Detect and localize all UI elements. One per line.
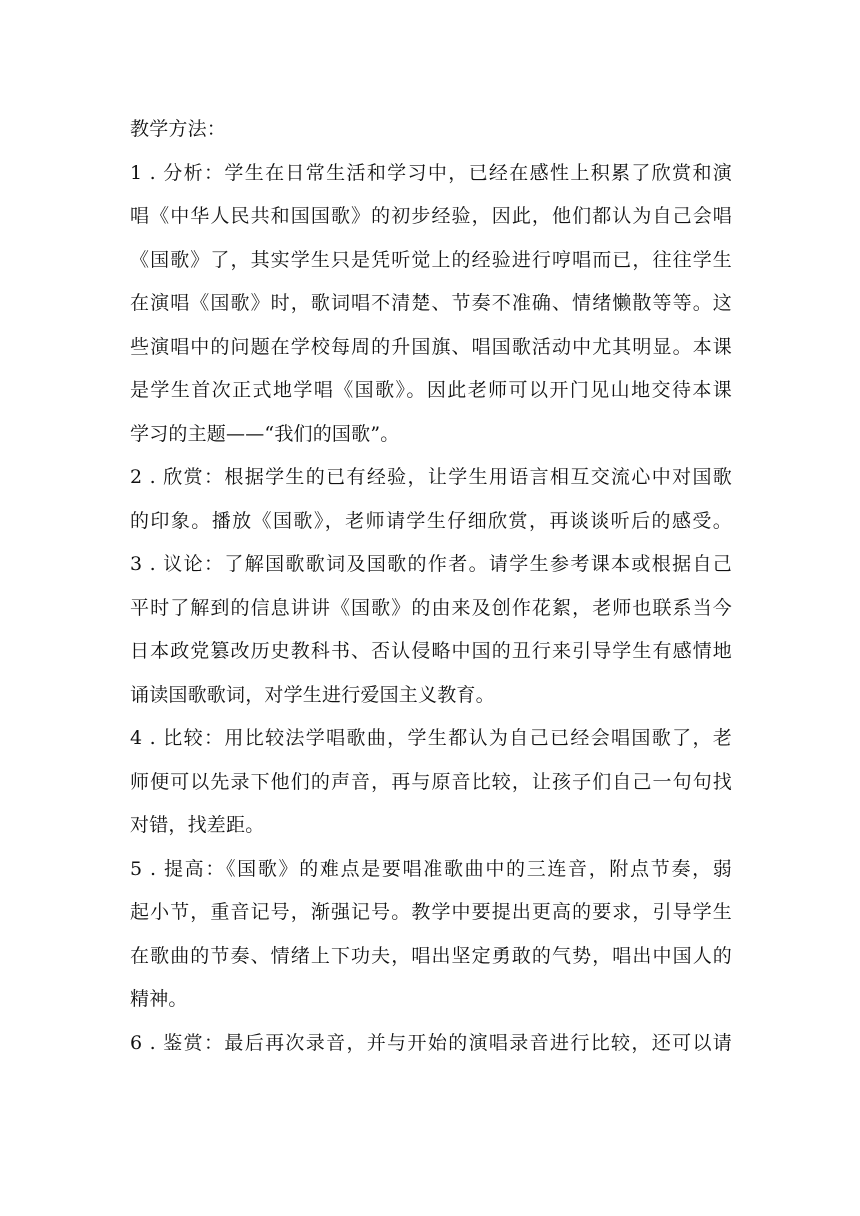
text-line: 日本政党篡改历史教科书、否认侵略中国的丑行来引导学生有感情地 xyxy=(130,640,732,662)
text-line: 是学生首次正式地学唱《国歌》。因此老师可以开门见山地交待本课 xyxy=(130,379,732,401)
text-line: 在演唱《国歌》时，歌词唱不清楚、节奏不准确、情绪懒散等等。这 xyxy=(130,292,732,314)
document-page xyxy=(130,108,732,1065)
text-line: 2 . 欣赏：根据学生的已有经验，让学生用语言相互交流心中对国歌 xyxy=(130,466,732,488)
text-line: 起小节，重音记号，渐强记号。教学中要提出更高的要求，引导学生 xyxy=(130,901,732,923)
text-line: 些演唱中的问题在学校每周的升国旗、唱国歌活动中尤其明显。本课 xyxy=(130,335,732,358)
text-line: 5 . 提高：《国歌》的难点是要唱准歌曲中的三连音，附点节奏，弱 xyxy=(130,857,732,880)
text-line: 6 . 鉴赏：最后再次录音，并与开始的演唱录音进行比较，还可以请 xyxy=(130,1031,732,1054)
text-line: 4 . 比较：用比较法学唱歌曲，学生都认为自己已经会唱国歌了，老 xyxy=(130,727,732,749)
text-line: 在歌曲的节奏、情绪上下功夫，唱出坚定勇敢的气势，唱出中国人的 xyxy=(130,944,732,967)
text-line: 平时了解到的信息讲讲《国歌》的由来及创作花絮，老师也联系当今 xyxy=(130,596,732,619)
text-line: 3 . 议论：了解国歌歌词及国歌的作者。请学生参考课本或根据自己 xyxy=(130,553,732,575)
section-heading: 教学方法： xyxy=(130,118,227,140)
text-line: 对错，找差距。 xyxy=(130,814,265,836)
text-line: 唱《中华人民共和国国歌》的初步经验，因此，他们都认为自己会唱 xyxy=(130,205,732,227)
text-line: 的印象。播放《国歌》，老师请学生仔细欣赏，再谈谈听后的感受。 xyxy=(130,509,732,532)
text-line: 学习的主题——“我们的国歌”。 xyxy=(130,422,400,445)
text-line: 《国歌》了，其实学生只是凭听觉上的经验进行哼唱而已，往往学生 xyxy=(130,248,732,271)
text-line: 诵读国歌歌词，对学生进行爱国主义教育。 xyxy=(130,683,495,706)
text-line: 精神。 xyxy=(130,988,188,1010)
text-line: 师便可以先录下他们的声音，再与原音比较，让孩子们自己一句句找 xyxy=(130,770,732,793)
text-line: 1 . 分析：学生在日常生活和学习中，已经在感性上积累了欣赏和演 xyxy=(130,161,732,184)
